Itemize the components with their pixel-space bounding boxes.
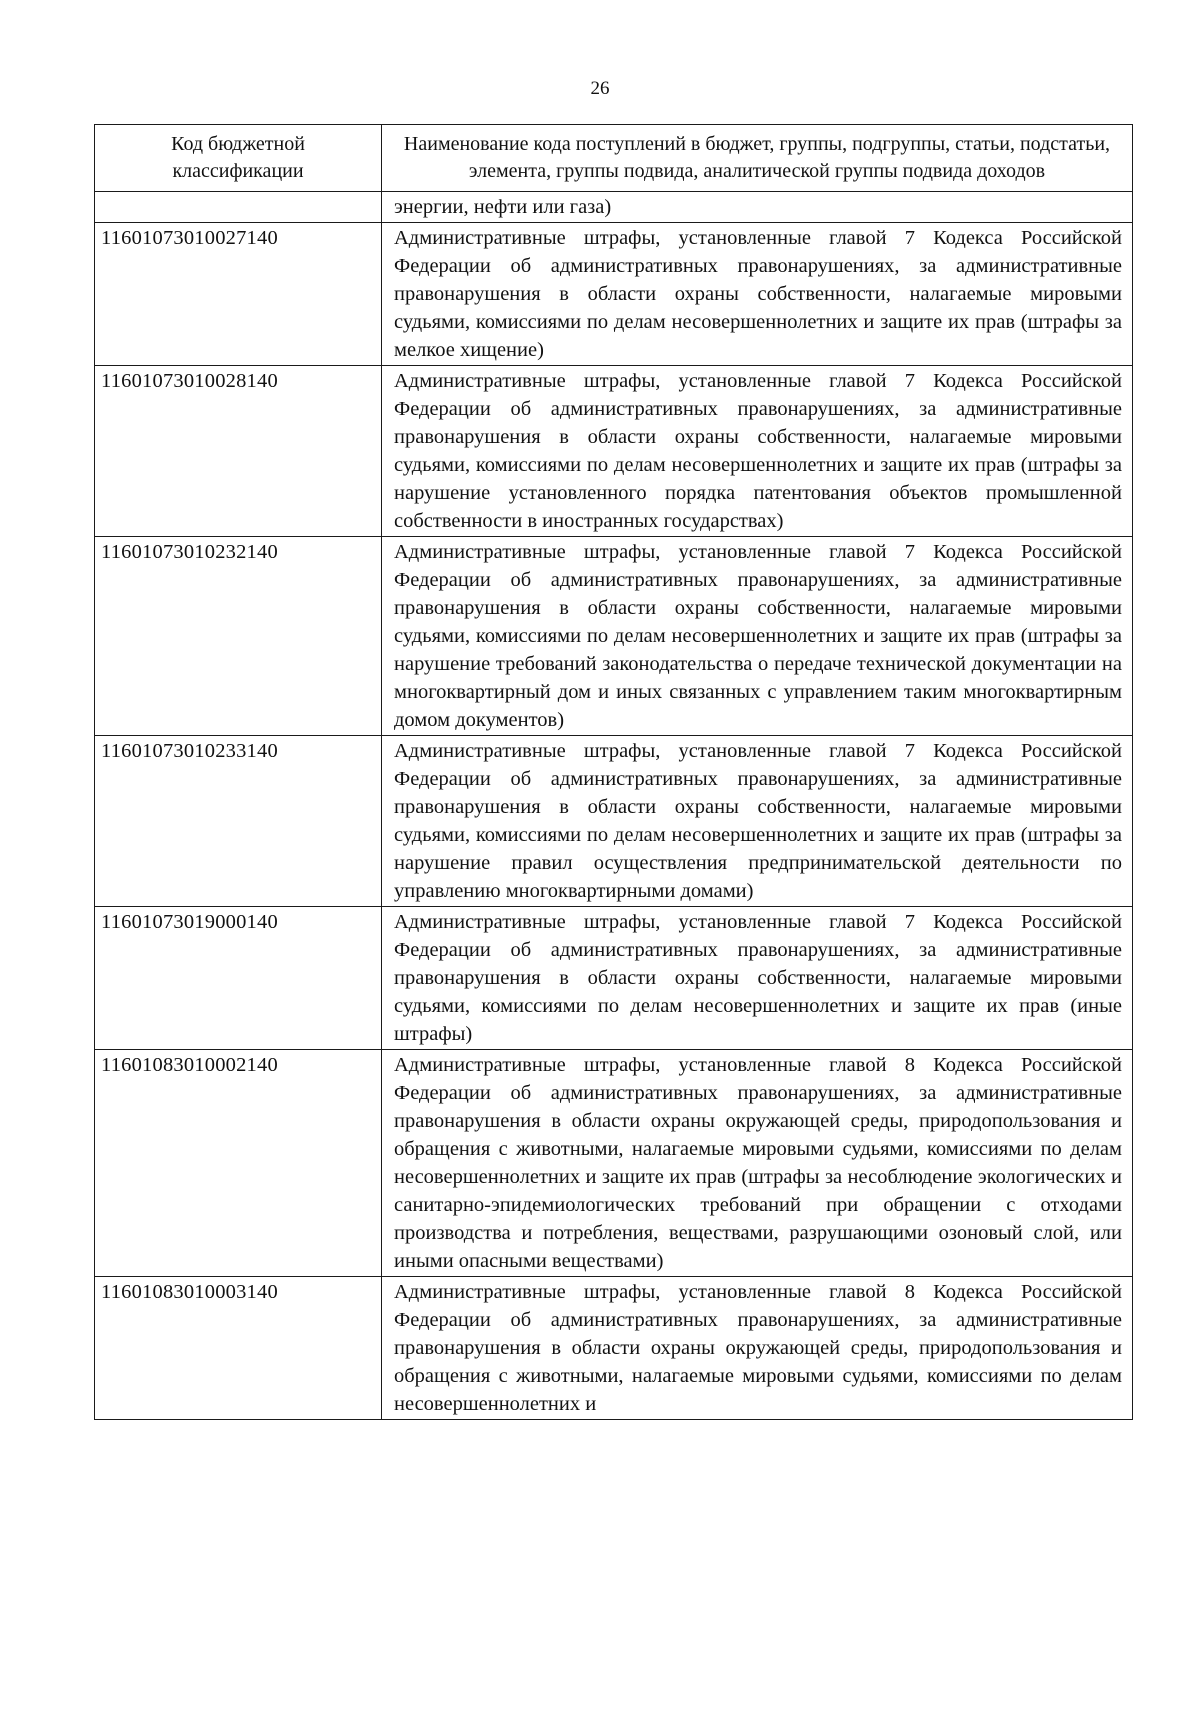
table-cell-description: энергии, нефти или газа) (382, 192, 1133, 223)
table-cell-description: Административные штрафы, установленные главой 8 Кодекса Российской Федерации об административных правонарушениях, за административные правонарушения в области охраны окружающей среды, природопользования и обращения с животными, налагаемые мировыми судьями, комиссиями по делам несовершеннолетних и защите их прав (штрафы за несоблюдение экологических и санитарно-эпидемиологических требований при обращении с отходами производства и потребления, веществами, разрушающими озоновый слой, или иными опасными веществами) (382, 1050, 1133, 1277)
table-row (95, 1277, 1133, 1420)
table-row (95, 1050, 1133, 1277)
table-row (95, 537, 1133, 736)
header-name: Наименование кода поступлений в бюджет, группы, подгруппы, статьи, подстатьи, элемента, группы подвида, аналитической группы подвида доходов (382, 125, 1133, 192)
budget-classification-table (94, 124, 1133, 1420)
table-cell-code: 11601083010003140 (95, 1277, 382, 1420)
table-cell-description: Административные штрафы, установленные главой 7 Кодекса Российской Федерации об административных правонарушениях, за административные правонарушения в области охраны собственности, налагаемые мировыми судьями, комиссиями по делам несовершеннолетних и защите их прав (иные штрафы) (382, 907, 1133, 1050)
table-cell-description: Административные штрафы, установленные главой 8 Кодекса Российской Федерации об административных правонарушениях, за административные правонарушения в области охраны окружающей среды, природопользования и обращения с животными, налагаемые мировыми судьями, комиссиями по делам несовершеннолетних и (382, 1277, 1133, 1420)
table-cell-code: 11601073010027140 (95, 223, 382, 366)
table-cell-description: Административные штрафы, установленные главой 7 Кодекса Российской Федерации об административных правонарушениях, за административные правонарушения в области охраны собственности, налагаемые мировыми судьями, комиссиями по делам несовершеннолетних и защите их прав (штрафы за мелкое хищение) (382, 223, 1133, 366)
table-cell-code: 11601073019000140 (95, 907, 382, 1050)
table-cell-code: 11601073010232140 (95, 537, 382, 736)
table-row (95, 907, 1133, 1050)
table-row (95, 223, 1133, 366)
table-cell-code: 11601073010233140 (95, 736, 382, 907)
header-code: Код бюджетной классификации (95, 125, 382, 192)
table-cell-code (95, 192, 382, 223)
table-cell-code: 11601083010002140 (95, 1050, 382, 1277)
table-row-continuation (95, 192, 1133, 223)
table-cell-description: Административные штрафы, установленные главой 7 Кодекса Российской Федерации об административных правонарушениях, за административные правонарушения в области охраны собственности, налагаемые мировыми судьями, комиссиями по делам несовершеннолетних и защите их прав (штрафы за нарушение требований законодательства о передаче технической документации на многоквартирный дом и иных связанных с управлением таким многоквартирным домом документов) (382, 537, 1133, 736)
table-cell-description: Административные штрафы, установленные главой 7 Кодекса Российской Федерации об административных правонарушениях, за административные правонарушения в области охраны собственности, налагаемые мировыми судьями, комиссиями по делам несовершеннолетних и защите их прав (штрафы за нарушение установленного порядка патентования объектов промышленной собственности в иностранных государствах) (382, 366, 1133, 537)
table-row (95, 736, 1133, 907)
table-cell-code: 11601073010028140 (95, 366, 382, 537)
table-cell-description: Административные штрафы, установленные главой 7 Кодекса Российской Федерации об административных правонарушениях, за административные правонарушения в области охраны собственности, налагаемые мировыми судьями, комиссиями по делам несовершеннолетних и защите их прав (штрафы за нарушение правил осуществления предпринимательской деятельности по управлению многоквартирными домами) (382, 736, 1133, 907)
page-number: 26 (590, 78, 610, 99)
table-row (95, 366, 1133, 537)
table-header-row (95, 125, 1133, 192)
